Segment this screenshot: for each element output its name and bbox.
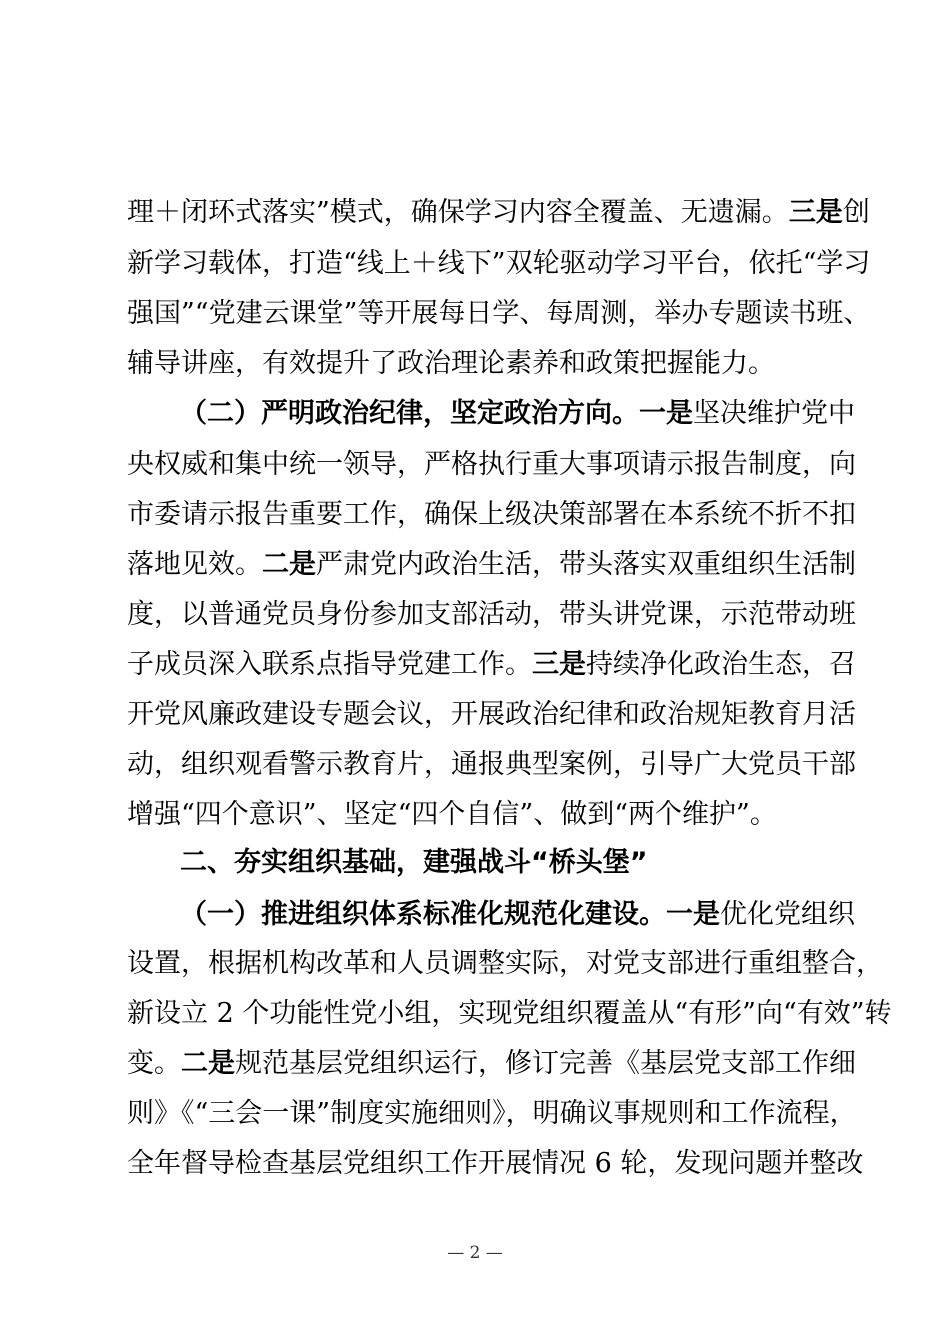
body-line: 市委请示报告重要工作，确保上级决策部署在本系统不折不扣 — [127, 499, 856, 530]
body-line: 全年督导检查基层党组织工作开展情况 6 轮，发现问题并整改 — [127, 1148, 864, 1179]
body-line: 理＋闭环式落实”模式，确保学习内容全覆盖、无遗漏。三是创 — [127, 197, 870, 228]
section-heading-line: （二）严明政治纪律，坚定政治方向。一是坚决维护党中 — [180, 398, 855, 429]
body-line: 辅导讲座，有效提升了政治理论素养和政策把握能力。 — [127, 348, 775, 379]
section-heading-line: （一）推进组织体系标准化规范化建设。一是优化党组织 — [180, 899, 855, 930]
body-line: 强国”“党建云课堂”等开展每日学、每周测，举办专题读书班、 — [127, 298, 871, 329]
body-line: 开党风廉政建设专题会议，开展政治纪律和政治规矩教育月活 — [127, 699, 856, 730]
body-line: 新学习载体，打造“线上＋线下”双轮驱动学习平台，依托“学习 — [127, 248, 871, 279]
body-line: 变。二是规范基层党组织运行，修订完善《基层党支部工作细 — [127, 1048, 856, 1079]
body-line: 则》《“三会一课”制度实施细则》，明确议事规则和工作流程， — [127, 1098, 857, 1129]
body-line: 央权威和集中统一领导，严格执行重大事项请示报告制度，向 — [127, 449, 856, 480]
chapter-heading: 二、夯实组织基础，建强战斗“桥头堡” — [180, 847, 648, 878]
body-line: 落地见效。二是严肃党内政治生活，带头落实双重组织生活制 — [127, 549, 856, 580]
page-number: — 2 — — [447, 1243, 503, 1263]
body-line: 新设立 2 个功能性党小组，实现党组织覆盖从“有形”向“有效”转 — [127, 998, 892, 1029]
body-line: 子成员深入联系点指导党建工作。三是持续净化政治生态，召 — [127, 649, 856, 680]
body-line: 增强“四个意识”、坚定“四个自信”、做到“两个维护”。 — [127, 799, 777, 830]
body-line: 设置，根据机构改革和人员调整实际，对党支部进行重组整合， — [127, 948, 883, 979]
body-line: 度，以普通党员身份参加支部活动，带头讲党课，示范带动班 — [127, 599, 856, 630]
body-line: 动，组织观看警示教育片，通报典型案例，引导广大党员干部 — [127, 749, 856, 780]
